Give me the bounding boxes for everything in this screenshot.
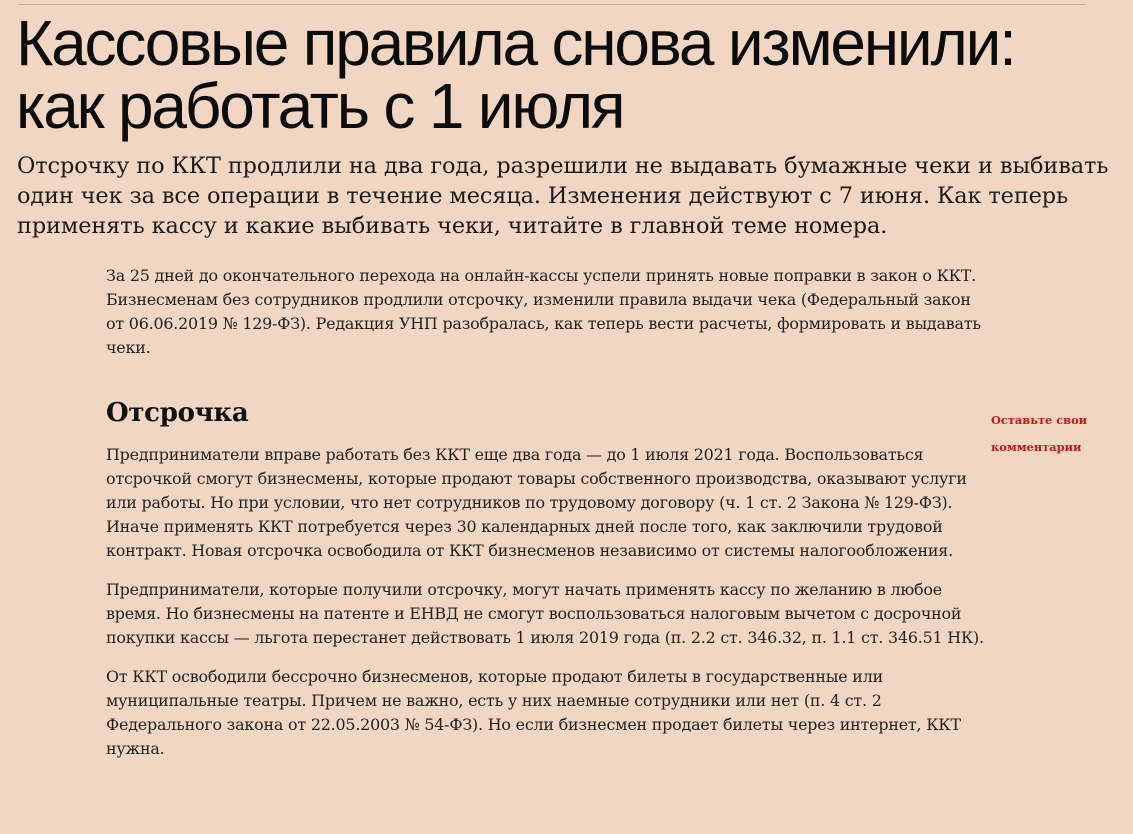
article-body — [106, 264, 986, 761]
top-divider — [18, 4, 1086, 5]
paragraph: Предприниматели, которые получили отсрочку, могут начать применять кассу по желанию в любое время. Но бизнесмены на патенте и ЕНВД не смогут воспользоваться налоговым вычетом с досрочной покупки кассы — льгота перестанет действовать 1 июля 2019 года (п. 2.2 ст. 346.32, п. 1.1 ст. 346.51 НК). — [106, 580, 984, 647]
paragraph: Предприниматели вправе работать без ККТ еще два года — до 1 июля 2021 года. Воспользоваться отсрочкой смогут бизнесмены, которые продают товары собственного производства, оказывают услуги или работы. Но при условии, что нет сотрудников по трудовому договору (ч. 1 ст. 2 Закона № 129-ФЗ). Иначе применять ККТ потребуется через 30 календарных дней после того, как заключили трудовой контракт. Новая отсрочка освободила от ККТ бизнесменов независимо от системы налогообложения. — [106, 445, 967, 560]
article-headline: Кассовые правила снова изменили: как работать с 1 июля — [16, 7, 1015, 142]
section-body — [106, 443, 986, 761]
article-intro: За 25 дней до окончательного перехода на онлайн-кассы успели принять новые поправки в закон о ККТ. Бизнесменам без сотрудников продлили отсрочку, изменили правила выдачи чека (Федеральный закон от 06.06.2019 № 129-ФЗ). Редакция УНП разобралась, как теперь вести расчеты, формировать и выдавать чеки. — [106, 266, 981, 357]
paragraph: От ККТ освободили бессрочно бизнесменов, которые продают билеты в государственные или муниципальные театры. Причем не важно, есть у них наемные сотрудники или нет (п. 4 ст. 2 Федерального закона от 22.05.2003 № 54-ФЗ). Но если бизнесмен продает билеты через интернет, ККТ нужна. — [106, 667, 961, 758]
section-heading-otsrochka: Отсрочка — [106, 398, 249, 428]
leave-comments-link[interactable]: Оставьте свои комментарии — [991, 413, 1088, 454]
article-lead: Отсрочку по ККТ продлили на два года, разрешили не выдавать бумажные чеки и выбивать один чек за все операции в течение месяца. Изменения действуют с 7 июня. Как теперь применять кассу и какие выбивать чеки, читайте в главной теме номера. — [17, 153, 1109, 239]
